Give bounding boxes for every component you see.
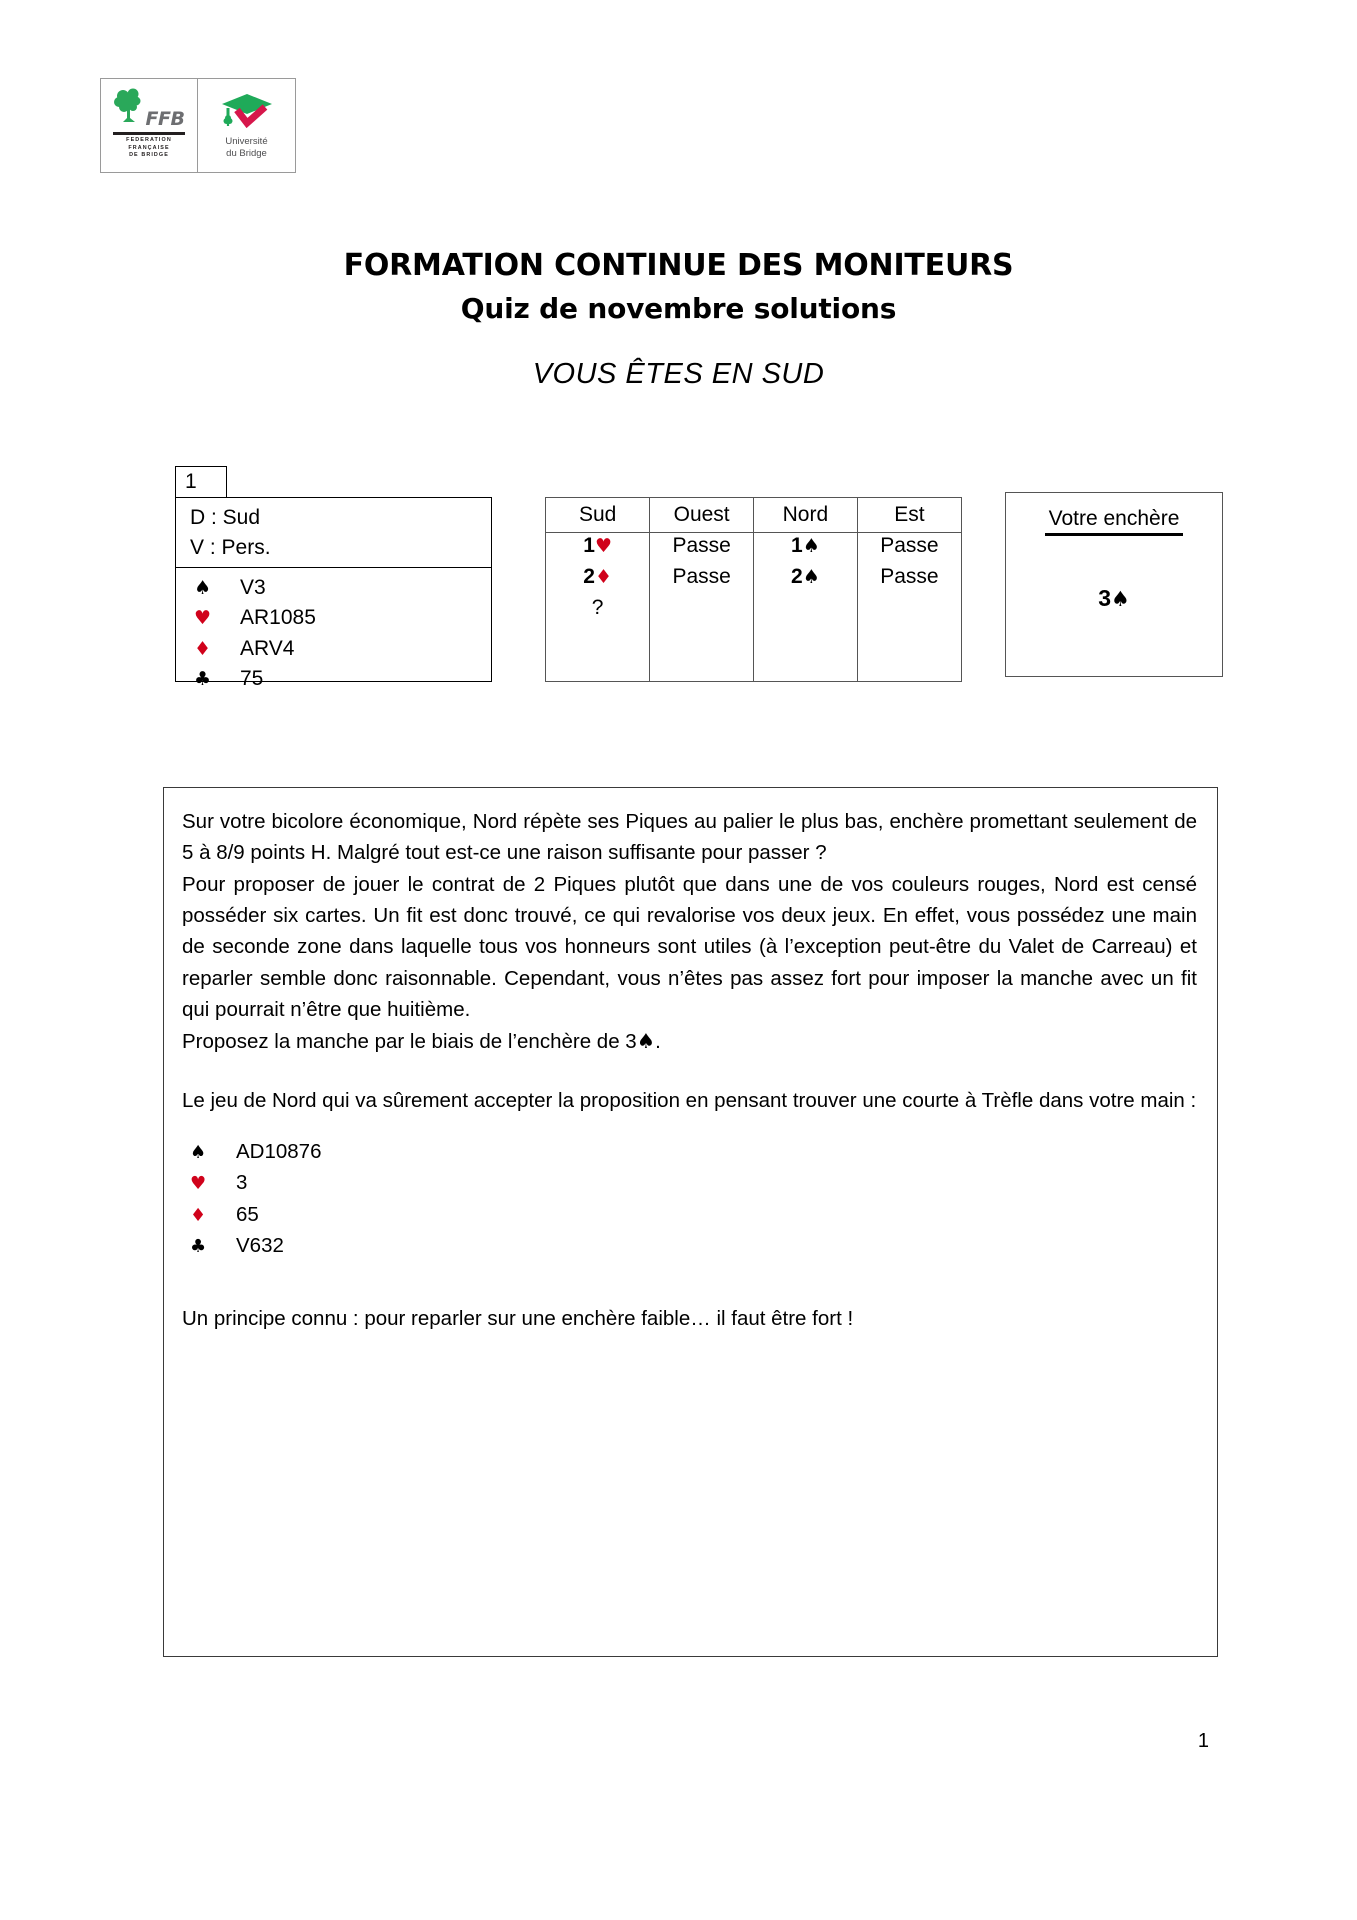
bidding-col-sud: Sud <box>546 498 650 533</box>
black-suit-icon: ♠ <box>802 566 820 588</box>
north-hand-suits <box>182 1136 1197 1261</box>
explanation-paragraph-4: Le jeu de Nord qui va sûrement accepter la proposition en pensant trouver une courte à Trèfle dans votre main : <box>182 1088 1197 1112</box>
universite-line-2: du Bridge <box>226 147 267 159</box>
ffb-sub-line-1: FEDERATION <box>126 136 172 143</box>
heart-icon: ♥ <box>190 1173 207 1195</box>
spade-icon: ♠ <box>190 1142 207 1164</box>
bidding-filler-cell <box>650 626 754 681</box>
organization-logo-block <box>100 78 296 173</box>
hand-suit-cards: 75 <box>240 666 264 690</box>
vulnerability-label: V : Pers. <box>190 535 271 559</box>
your-bid-title: Votre enchère <box>1045 499 1184 536</box>
bidding-filler-row <box>546 626 961 681</box>
hand-suit-cards: V3 <box>240 575 266 599</box>
hand-suit-row <box>176 603 491 633</box>
bidding-filler-cell <box>546 626 650 681</box>
bidding-cell <box>546 564 650 595</box>
club-icon: ♣ <box>190 1235 207 1257</box>
bid-value: 1♠ <box>791 534 820 557</box>
bidding-cell <box>650 595 754 626</box>
universite-du-bridge-logo <box>198 79 295 172</box>
hand-suit-row <box>182 1136 1197 1167</box>
club-icon: ♣ <box>194 667 212 690</box>
hand-suit-row <box>176 664 491 694</box>
diamond-icon: ♦ <box>190 1204 207 1226</box>
bid-call: Passe <box>880 534 939 557</box>
hand-suit-row <box>182 1199 1197 1230</box>
bidding-cell <box>857 533 961 565</box>
bidding-cell <box>546 595 650 626</box>
universite-line-1: Université <box>225 136 268 148</box>
bidding-cell <box>650 564 754 595</box>
red-suit-icon: ♥ <box>594 535 612 557</box>
bidding-filler-cell <box>857 626 961 681</box>
bid-call: ? <box>591 596 604 619</box>
spade-icon: ♠ <box>194 576 212 599</box>
page-number: 1 <box>1197 1730 1209 1752</box>
spacer <box>182 1261 1197 1303</box>
bidding-row <box>546 595 961 626</box>
hand-suit-cards: V632 <box>236 1233 284 1257</box>
deal-meta <box>176 498 491 568</box>
hand-suit-cards: 3 <box>236 1171 248 1195</box>
heart-icon: ♥ <box>194 607 212 630</box>
hand-suit-cards: ARV4 <box>240 636 295 660</box>
bidding-cell <box>754 595 858 626</box>
bidding-cell <box>754 533 858 565</box>
bidding-cell <box>754 564 858 595</box>
dealer-label: D : Sud <box>190 506 261 529</box>
bidding-row <box>546 533 961 565</box>
page-subtitle: Quiz de novembre solutions <box>460 292 897 325</box>
proposal-text-suffix: . <box>655 1029 661 1053</box>
explanation-paragraph-1: Sur votre bicolore économique, Nord répète ses Piques au palier le plus bas, enchère promettant seulement de 5 à 8/9 points H. Malgré tout est-ce une raison suffisante pour passer ? <box>182 810 1197 865</box>
bid-call: Passe <box>672 565 731 588</box>
bid-call: Passe <box>672 534 731 557</box>
explanation-box <box>163 787 1218 1657</box>
explanation-principle: Un principe connu : pour reparler sur une enchère faible… il faut être fort ! <box>182 1306 854 1330</box>
ffb-sub-line-3: DE BRIDGE <box>129 152 169 159</box>
ffb-logo <box>101 79 198 172</box>
hand-suit-row <box>176 634 491 664</box>
logo-divider-rule <box>113 132 185 135</box>
spade-icon: ♠ <box>636 1028 656 1053</box>
bidding-col-nord: Nord <box>754 498 858 533</box>
bid-value: 1♥ <box>583 534 612 557</box>
spacer <box>182 1057 1197 1085</box>
bidding-row <box>546 564 961 595</box>
ffb-sub-line-2: FRANÇAISE <box>128 144 170 151</box>
proposal-text-prefix: Proposez la manche par le biais de l’enchère de 3 <box>182 1029 637 1053</box>
bid-value: 2♠ <box>791 565 820 588</box>
bidding-cell <box>650 533 754 565</box>
graduation-cap-icon <box>219 92 275 133</box>
spade-icon: ♠ <box>1110 587 1130 611</box>
hand-suit-cards: AD10876 <box>236 1140 322 1164</box>
your-bid-value: 3♠ <box>1098 585 1130 611</box>
hand-suit-cards: AR1085 <box>240 606 316 630</box>
explanation-paragraph-2: Pour proposer de jouer le contrat de 2 Piques plutôt que dans une de vos couleurs rouges, Nord est censé posséder six cartes. Un fit est donc trouvé, ce qui revalorise vos deux jeux. En effet, vous possédez une main de seconde zone dans laquelle tous vos honneurs sont utiles (à l’exception peut-être du Valet de Carreau) et reparler semble donc raisonnable. Cependant, vous n’êtes pas assez fort pour imposer la manche avec un fit qui pourrait n’être que huitième. <box>182 872 1197 1022</box>
bidding-cell <box>857 564 961 595</box>
page-title: FORMATION CONTINUE DES MONITEURS <box>343 248 1014 283</box>
black-suit-icon: ♠ <box>802 535 820 557</box>
hand-suit-row <box>176 573 491 603</box>
bidding-filler-cell <box>754 626 858 681</box>
tree-icon <box>114 88 144 129</box>
red-suit-icon: ♦ <box>594 566 612 588</box>
bid-value: 2♦ <box>583 565 612 588</box>
position-note: VOUS ÊTES EN SUD <box>532 358 825 390</box>
deal-number-badge: 1 <box>175 466 227 498</box>
your-bid-box <box>1005 492 1223 677</box>
hand-suit-cards: 65 <box>236 1202 259 1226</box>
bidding-col-ouest: Ouest <box>650 498 754 533</box>
spacer <box>182 1116 1197 1132</box>
diamond-icon: ♦ <box>194 637 212 660</box>
south-hand-box <box>175 497 492 690</box>
bidding-table <box>545 497 962 682</box>
explanation-paragraph-3 <box>182 1026 1197 1057</box>
hand-suit-row <box>182 1167 1197 1198</box>
ffb-wordmark: FFB <box>145 107 185 130</box>
bidding-col-est: Est <box>857 498 961 533</box>
bidding-cell <box>546 533 650 565</box>
bid-call: Passe <box>880 565 939 588</box>
hand-suit-row <box>182 1230 1197 1261</box>
south-hand-suits <box>176 568 491 699</box>
bidding-header-row <box>546 498 961 533</box>
bidding-cell <box>857 595 961 626</box>
